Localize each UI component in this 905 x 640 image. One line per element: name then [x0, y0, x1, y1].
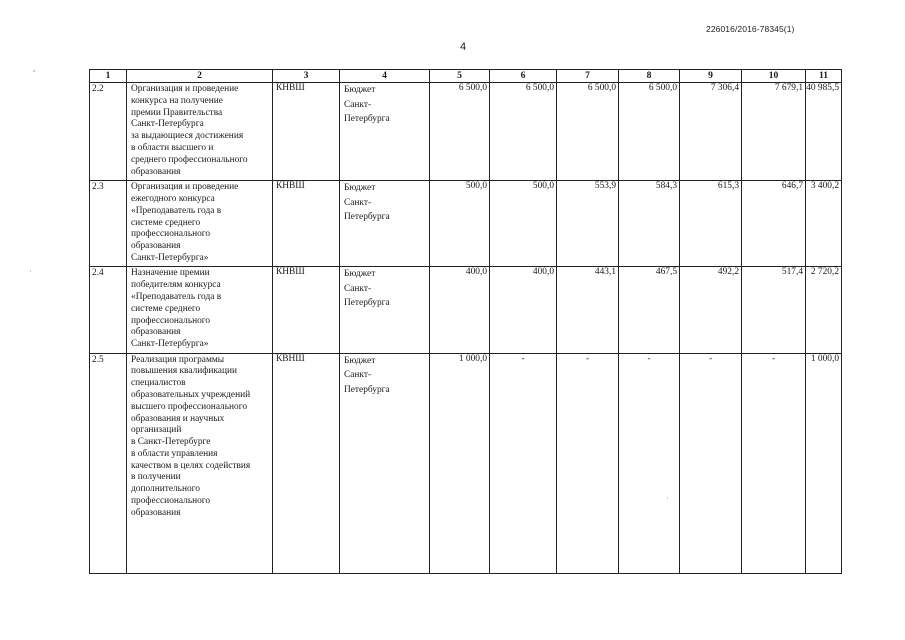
activity-line: системе среднего	[131, 217, 201, 228]
activity-line: качеством в целях содействия	[131, 460, 251, 471]
source-line: Петербурга	[344, 298, 390, 309]
funding-source	[340, 353, 430, 573]
source-line: Бюджет	[344, 269, 376, 280]
activity-line: образования	[131, 327, 181, 338]
activity-line: образовательных учреждений	[131, 389, 251, 400]
value-cell: 443,1	[557, 267, 619, 353]
activity-line: премии Правительства	[131, 107, 223, 118]
activity-line: «Преподаватель года в	[131, 205, 222, 216]
table-row	[90, 83, 842, 181]
activity-line: организаций	[131, 425, 182, 436]
activity-name	[127, 353, 273, 573]
activity-line: Санкт-Петербурга»	[131, 339, 209, 350]
source-line: Санкт-	[344, 99, 372, 110]
activity-line: конкурса на получение	[131, 95, 223, 106]
table-header-row	[90, 70, 842, 83]
source-line: Петербурга	[344, 114, 390, 125]
funding-source	[340, 181, 430, 267]
activity-line: Организация и проведение	[131, 84, 239, 95]
value-cell: -	[557, 353, 619, 573]
activity-line: за выдающиеся достижения	[131, 131, 244, 142]
activity-line: высшего профессионального	[131, 401, 248, 412]
activity-line: Санкт-Петербурга»	[131, 252, 209, 263]
activity-line: повышения квалификации	[131, 366, 238, 377]
total-cell: 40 985,5	[806, 83, 842, 181]
value-cell: 553,9	[557, 181, 619, 267]
value-cell: 6 500,0	[619, 83, 680, 181]
activity-line: профессионального	[131, 229, 211, 240]
column-header: 10	[742, 70, 806, 83]
table-row	[90, 181, 842, 267]
activity-line: в получении	[131, 472, 181, 483]
source-line: Санкт-	[344, 197, 372, 208]
source-line: Санкт-	[344, 283, 372, 294]
value-cell: 1 000,0	[430, 353, 490, 573]
activity-line: Организация и проведение	[131, 182, 239, 193]
value-cell: 400,0	[490, 267, 557, 353]
activity-name	[127, 267, 273, 353]
budget-table	[89, 69, 842, 574]
activity-line: ежегодного конкурса	[131, 194, 215, 204]
row-number: 2.3	[90, 181, 127, 267]
activity-line: Назначение премии	[131, 268, 210, 279]
activity-line: среднего профессионального	[131, 154, 248, 165]
value-cell: 7 306,4	[680, 83, 742, 181]
total-cell: 1 000,0	[806, 353, 842, 573]
scan-speck	[667, 497, 668, 499]
value-cell: 615,3	[680, 181, 742, 267]
activity-name	[127, 83, 273, 181]
column-header: 11	[806, 70, 842, 83]
document-number: 226016/2016-78345(1)	[706, 24, 795, 34]
activity-line: Санкт-Петербурга	[131, 119, 204, 130]
value-cell: 7 679,1	[742, 83, 806, 181]
value-cell: -	[490, 353, 557, 573]
activity-line: образования	[131, 507, 181, 518]
value-cell: 500,0	[430, 181, 490, 267]
value-cell: -	[619, 353, 680, 573]
activity-line: Реализация программы	[131, 354, 225, 365]
column-header: 2	[127, 70, 273, 83]
activity-line: дополнительного	[131, 484, 200, 495]
value-cell: 6 500,0	[430, 83, 490, 181]
column-header: 3	[273, 70, 340, 83]
source-line: Санкт-	[344, 370, 372, 381]
scan-speck	[33, 70, 35, 72]
scan-speck	[30, 270, 31, 272]
activity-line: специалистов	[131, 378, 186, 389]
activity-line: образования и научных	[131, 413, 225, 424]
activity-line: образования	[131, 166, 181, 177]
column-header: 6	[490, 70, 557, 83]
responsible-org: КНВШ	[273, 83, 340, 181]
value-cell: 517,4	[742, 267, 806, 353]
column-header: 7	[557, 70, 619, 83]
value-cell: -	[680, 353, 742, 573]
column-header: 1	[90, 70, 127, 83]
funding-source	[340, 83, 430, 181]
column-header: 4	[340, 70, 430, 83]
value-cell: 467,5	[619, 267, 680, 353]
responsible-org: КНВШ	[273, 181, 340, 267]
value-cell: 6 500,0	[490, 83, 557, 181]
source-line: Бюджет	[344, 355, 376, 366]
table-row	[90, 353, 842, 573]
total-cell: 2 720,2	[806, 267, 842, 353]
value-cell: 492,2	[680, 267, 742, 353]
funding-source	[340, 267, 430, 353]
value-cell: 400,0	[430, 267, 490, 353]
activity-line: профессионального	[131, 315, 211, 326]
row-number: 2.2	[90, 83, 127, 181]
total-cell: 3 400,2	[806, 181, 842, 267]
responsible-org: КВНШ	[273, 353, 340, 573]
value-cell: 584,3	[619, 181, 680, 267]
activity-line: профессионального	[131, 496, 211, 507]
column-header: 5	[430, 70, 490, 83]
table-row	[90, 267, 842, 353]
value-cell: 6 500,0	[557, 83, 619, 181]
activity-line: в Санкт-Петербурге	[131, 437, 211, 448]
page-number: 4	[460, 41, 467, 53]
activity-name	[127, 181, 273, 267]
value-cell: -	[742, 353, 806, 573]
value-cell: 500,0	[490, 181, 557, 267]
row-number: 2.5	[90, 353, 127, 573]
responsible-org: КНВШ	[273, 267, 340, 353]
activity-line: образования	[131, 241, 181, 252]
activity-line: «Преподаватель года в	[131, 291, 222, 302]
activity-line: в области управления	[131, 448, 218, 459]
source-line: Бюджет	[344, 85, 376, 96]
activity-line: победителям конкурса	[131, 280, 221, 291]
activity-line: системе среднего	[131, 303, 201, 314]
source-line: Петербурга	[344, 384, 390, 395]
activity-line: в области высшего и	[131, 143, 214, 153]
source-line: Петербурга	[344, 212, 390, 223]
row-number: 2.4	[90, 267, 127, 353]
source-line: Бюджет	[344, 183, 376, 194]
value-cell: 646,7	[742, 181, 806, 267]
column-header: 8	[619, 70, 680, 83]
column-header: 9	[680, 70, 742, 83]
